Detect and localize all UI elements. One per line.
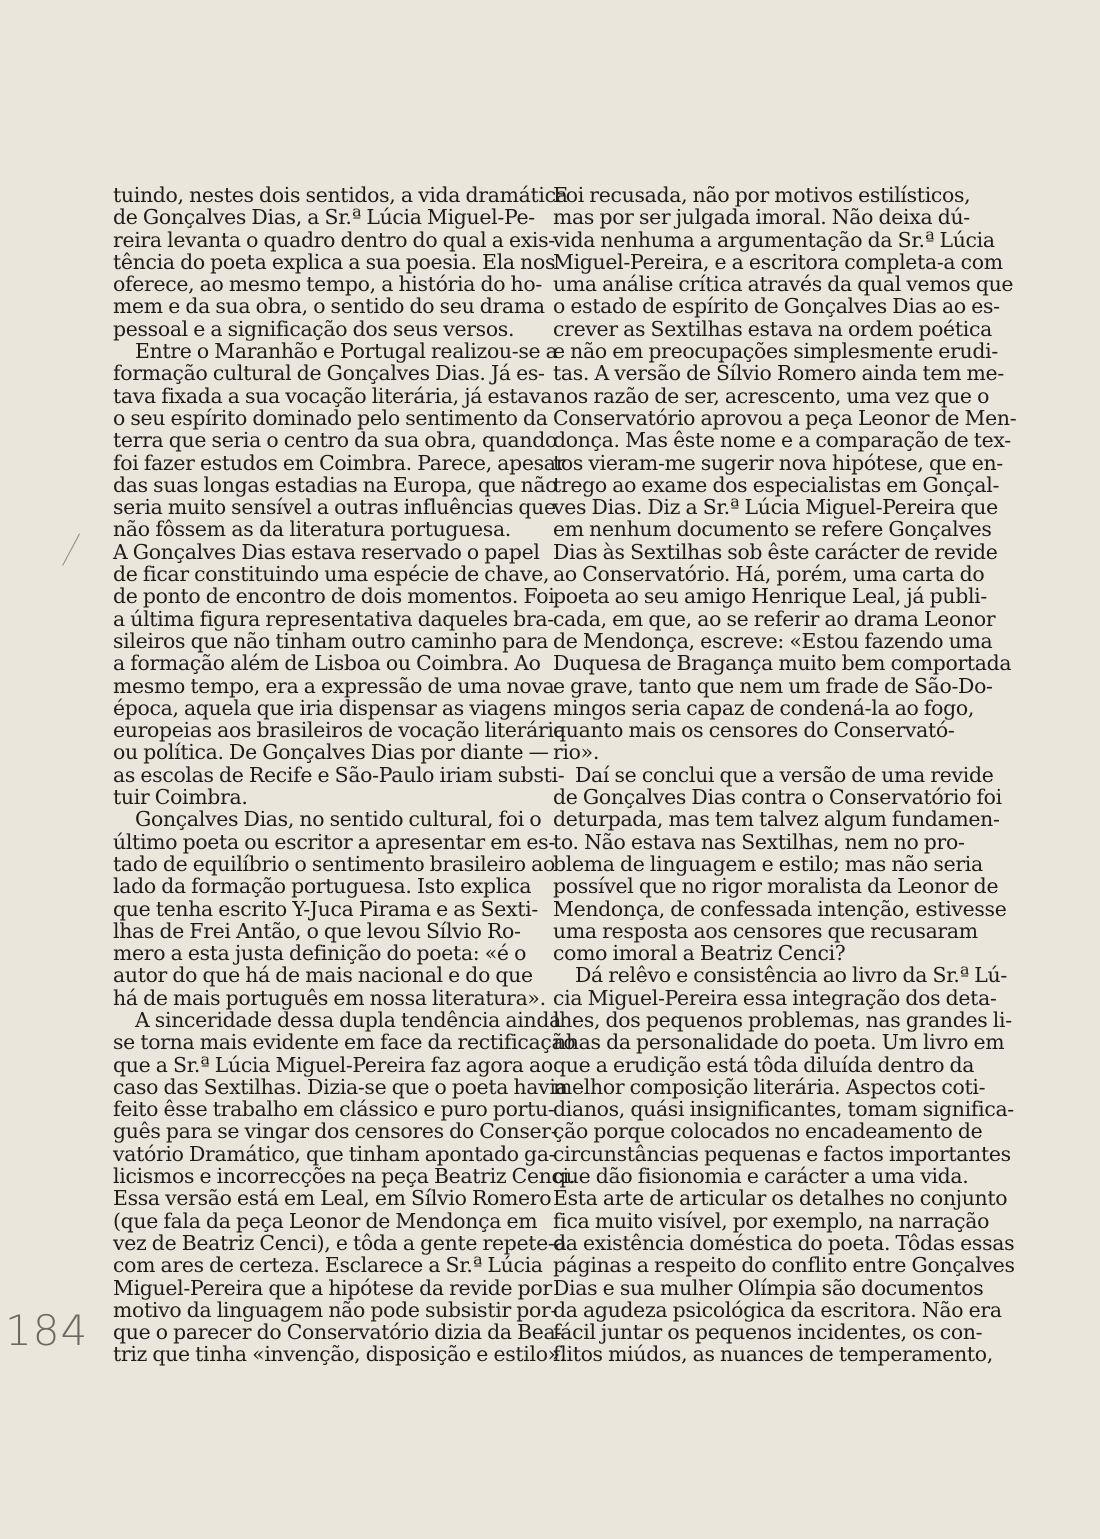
text-line: lado da formação portuguesa. Isto explica (113, 874, 532, 899)
text-line: poeta ao seu amigo Henrique Leal, já publi- (553, 584, 987, 609)
text-line: A sinceridade dessa dupla tendência ainda (135, 1007, 561, 1032)
text-line: não fôssem as da literatura portuguesa. (113, 517, 511, 542)
text-line: trego ao exame dos especialistas em Gonçal- (553, 472, 1000, 497)
margin-pencil-mark (62, 534, 89, 571)
text-line: triz que tinha «invenção, disposição e estilo». (113, 1342, 567, 1367)
text-line: que dão fisionomia e carácter a uma vida. (553, 1164, 969, 1189)
text-line: lhas de Frei Antão, o que levou Sílvio Ro- (113, 918, 521, 943)
text-line: deturpada, mas tem talvez algum fundamen- (553, 807, 1000, 832)
text-line: se torna mais evidente em face da rectificação (113, 1030, 576, 1055)
text-line: caso das Sextilhas. Dizia-se que o poeta havia (113, 1074, 568, 1099)
text-line: Duquesa de Bragança muito bem comportada (553, 651, 1012, 676)
text-line: licismos e incorrecções na peça Beatriz Cenci. (113, 1164, 576, 1189)
text-line: guês para se vingar dos censores do Conser- (113, 1119, 558, 1144)
text-line: vatório Dramático, que tinham apontado ga- (113, 1141, 556, 1166)
text-line: a última figura representativa daqueles bra- (113, 606, 554, 631)
text-line: cada, em que, ao se referir ao drama Leonor (553, 606, 996, 631)
text-line: cia Miguel-Pereira essa integração dos deta- (553, 985, 997, 1010)
text-line: rio». (553, 740, 600, 765)
text-line: tado de equilíbrio o sentimento brasileiro ao (113, 851, 555, 876)
text-line: Gonçalves Dias, no sentido cultural, foi o (135, 807, 542, 832)
text-line: de ponto de encontro de dois momentos. Foi (113, 584, 555, 609)
text-line: Mendonça, de confessada intenção, estivesse (553, 896, 1007, 921)
text-line: de Mendonça, escreve: «Estou fazendo uma (553, 628, 993, 653)
text-line: o seu espírito dominado pelo sentimento da (113, 405, 548, 430)
text-line: tos vieram-me sugerir nova hipótese, que en- (553, 450, 1003, 475)
text-line: e não em preocupações simplesmente erudi- (553, 339, 998, 364)
text-line: autor do que há de mais nacional e do que (113, 963, 533, 988)
text-line: fica muito visível, por exemplo, na narração (553, 1208, 990, 1233)
text-line: páginas a respeito do conflito entre Gonçalves (553, 1253, 1015, 1278)
page-number: 184 (5, 1306, 89, 1355)
text-line: tuir Coimbra. (113, 785, 248, 810)
text-line: vida nenhuma a argumentação da Sr.ª Lúcia (553, 227, 995, 252)
text-line: quanto mais os censores do Conservató- (553, 718, 955, 743)
text-line: ao Conservatório. Há, porém, uma carta do (553, 562, 985, 587)
text-line: tas. A versão de Sílvio Romero ainda tem me- (553, 361, 1004, 386)
text-line: Miguel-Pereira que a hipótese da revide por (113, 1275, 552, 1300)
text-line: tava fixada a sua vocação literária, já estava (113, 383, 553, 408)
text-line: dianos, quási insignificantes, tomam significa- (553, 1097, 1014, 1122)
text-line: ção porque colocados no encadeamento de (553, 1119, 983, 1144)
text-line: da agudeza psicológica da escritora. Não era (553, 1297, 1002, 1322)
text-line: Conservatório aprovou a peça Leonor de Men- (553, 405, 1017, 430)
text-line: ou política. De Gonçalves Dias por diante — (113, 740, 549, 765)
text-line: Miguel-Pereira, e a escritora completa-a com (553, 249, 1003, 274)
text-line: com ares de certeza. Esclarece a Sr.ª Lúcia (113, 1253, 543, 1278)
text-line: reira levanta o quadro dentro do qual a exis- (113, 227, 555, 252)
text-line: que a erudição está tôda diluída dentro da (553, 1052, 975, 1077)
text-line: vez de Beatriz Cenci), e tôda a gente repete-a (113, 1230, 567, 1255)
text-line: melhor composição literária. Aspectos coti- (553, 1074, 986, 1099)
text-line: que o parecer do Conservatório dizia da Bea- (113, 1320, 562, 1345)
text-line: (que fala da peça Leonor de Mendonça em (113, 1208, 538, 1233)
text-line: nhas da personalidade do poeta. Um livro em (553, 1030, 1005, 1055)
text-line: Entre o Maranhão e Portugal realizou-se a (135, 339, 558, 364)
text-line: de Gonçalves Dias, a Sr.ª Lúcia Miguel-Pe- (113, 205, 535, 230)
text-line: uma resposta aos censores que recusaram (553, 918, 978, 943)
text-line: de Gonçalves Dias contra o Conservatório foi (553, 785, 1002, 810)
text-line: como imoral a Beatriz Cenci? (553, 941, 846, 966)
left-text-column (113, 183, 576, 1367)
text-line: e grave, tanto que nem um frade de São-Do- (553, 673, 993, 698)
text-line: a formação além de Lisboa ou Coimbra. Ao (113, 651, 541, 676)
text-line: que tenha escrito Y-Juca Pirama e as Sexti- (113, 896, 538, 921)
text-line: mingos seria capaz de condená-la ao fogo, (553, 695, 975, 720)
text-line: há de mais português em nossa literatura». (113, 985, 546, 1010)
text-line: sileiros que não tinham outro caminho para (113, 628, 549, 653)
text-line: lhes, dos pequenos problemas, nas grandes li- (553, 1007, 1012, 1032)
text-line: tuindo, nestes dois sentidos, a vida dramática (113, 183, 568, 207)
text-line: feito êsse trabalho em clássico e puro portu- (113, 1097, 555, 1122)
text-line: mem e da sua obra, o sentido do seu drama (113, 294, 545, 319)
text-line: que a Sr.ª Lúcia Miguel-Pereira faz agora ao (113, 1052, 553, 1077)
text-line: último poeta ou escritor a apresentar em es- (113, 829, 555, 854)
text-line: formação cultural de Gonçalves Dias. Já es- (113, 361, 545, 386)
text-line: circunstâncias pequenas e factos importantes (553, 1141, 1011, 1166)
text-line: pessoal e a significação dos seus versos. (113, 316, 515, 341)
text-line: uma análise crítica através da qual vemos que (553, 272, 1014, 297)
text-line: to. Não estava nas Sextilhas, nem no pro- (553, 829, 965, 854)
text-line: terra que seria o centro da sua obra, quando (113, 428, 557, 453)
text-line: de ficar constituindo uma espécie de chave, (113, 562, 550, 587)
text-line: fácil juntar os pequenos incidentes, os con- (553, 1320, 983, 1345)
text-line: flitos miúdos, as nuances de temperamento, (553, 1342, 993, 1367)
text-line: foi fazer estudos em Coimbra. Parece, apesar (113, 450, 566, 475)
text-line: mas por ser julgada imoral. Não deixa dú- (553, 205, 970, 230)
text-line: possível que no rigor moralista da Leonor de (553, 874, 999, 899)
text-line: donça. Mas êste nome e a comparação de tex- (553, 428, 1011, 453)
text-line: Daí se conclui que a versão de uma revide (575, 762, 994, 787)
text-line: em nenhum documento se refere Gonçalves (553, 517, 992, 542)
text-line: crever as Sextilhas estava na ordem poética (553, 316, 992, 341)
text-line: motivo da linguagem não pode subsistir por- (113, 1297, 558, 1322)
text-line: tência do poeta explica a sua poesia. Ela nos (113, 249, 556, 274)
text-line: nos razão de ser, acrescento, uma vez que o (553, 383, 990, 408)
text-line: o estado de espírito de Gonçalves Dias ao es- (553, 294, 1000, 319)
text-line: Dias e sua mulher Olímpia são documentos (553, 1275, 984, 1300)
text-line: europeias aos brasileiros de vocação literária (113, 718, 566, 743)
text-line: mesmo tempo, era a expressão de uma nova (113, 673, 555, 698)
text-line: Essa versão está em Leal, em Sílvio Romero (113, 1186, 552, 1211)
text-line: seria muito sensível a outras influências que (113, 495, 556, 520)
text-line: época, aquela que iria dispensar as viagens (113, 695, 547, 720)
text-line: Foi recusada, não por motivos estilísticos, (553, 183, 971, 207)
text-line: Esta arte de articular os detalhes no conjunto (553, 1186, 1008, 1211)
text-line: oferece, ao mesmo tempo, a história do ho- (113, 272, 542, 297)
text-line: A Gonçalves Dias estava reservado o papel (113, 539, 540, 564)
text-line: Dias às Sextilhas sob êste carácter de revide (553, 539, 998, 564)
right-text-column (553, 183, 1017, 1367)
text-line: da existência doméstica do poeta. Tôdas essas (553, 1230, 1015, 1255)
text-line: das suas longas estadias na Europa, que não (113, 472, 558, 497)
text-line: Dá relêvo e consistência ao livro da Sr.ª Lú- (575, 963, 1007, 988)
text-line: blema de linguagem e estilo; mas não seria (553, 851, 983, 876)
text-line: ves Dias. Diz a Sr.ª Lúcia Miguel-Pereira que (553, 495, 998, 520)
text-line: as escolas de Recife e São-Paulo iriam substi- (113, 762, 565, 787)
text-line: mero a esta justa definição do poeta: «é o (113, 941, 527, 966)
